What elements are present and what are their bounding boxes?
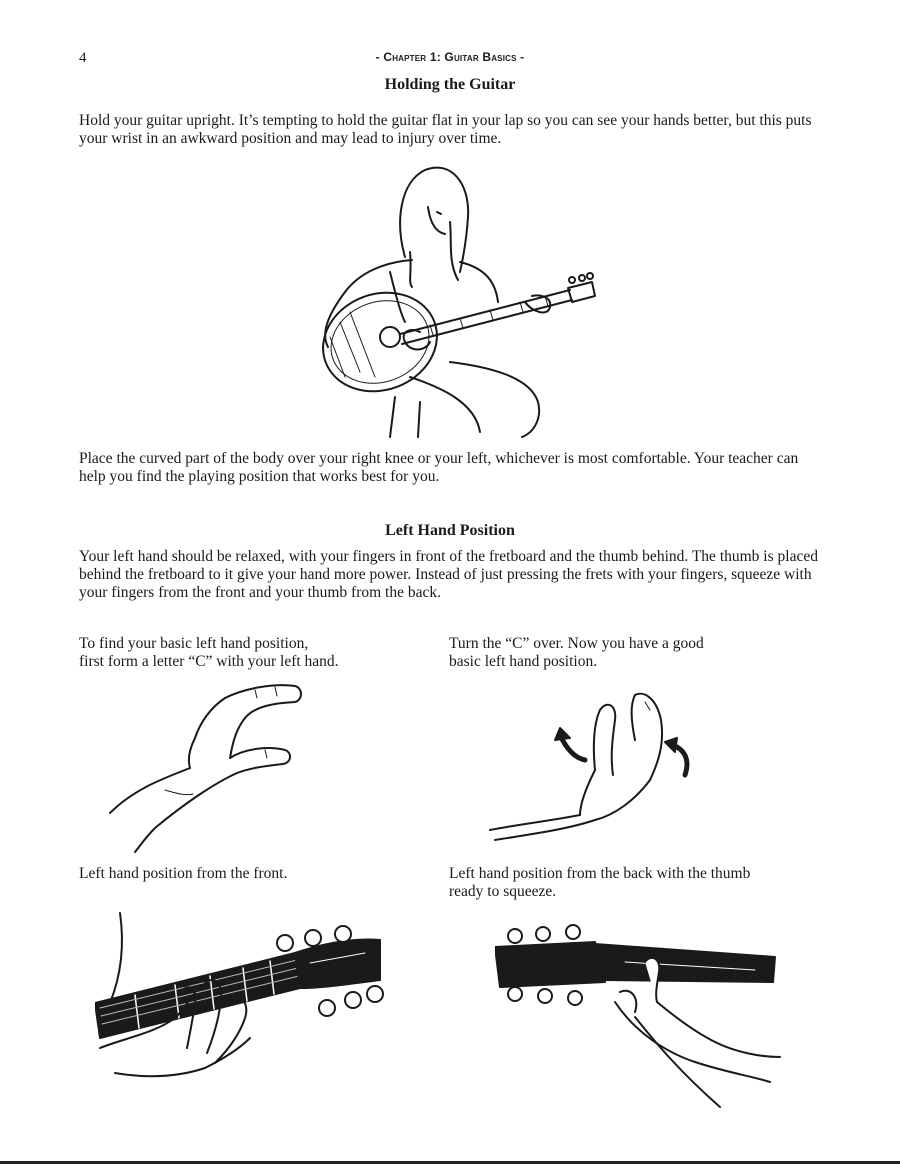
holding-after-paragraph: Place the curved part of the body over your right knee or your left, whichever is most comfortable. Your teacher can help you find the playing position that works best for you. [79, 450, 799, 485]
caption-c-shape-line-1: To find your basic left hand position, [79, 635, 309, 652]
section-heading-holding: Holding the Guitar [384, 76, 516, 93]
caption-turn-over-line-2: basic left hand position. [449, 653, 598, 670]
caption-back-line-2: ready to squeeze. [449, 883, 557, 900]
c-shape-hand-illustration [105, 678, 315, 853]
caption-front [79, 865, 287, 883]
caption-c-shape-line-2: first form a letter “C” with your left hand. [79, 653, 339, 670]
turned-c-hand-illustration [485, 680, 695, 845]
page-number: 4 [79, 50, 87, 66]
back-fretboard-illustration [495, 922, 785, 1112]
caption-turn-over-line-1: Turn the “C” over. Now you have a good [449, 635, 704, 652]
caption-c-shape [79, 635, 339, 671]
caption-turn-over [449, 635, 704, 671]
caption-back [449, 865, 750, 901]
front-fretboard-illustration [95, 908, 390, 1088]
section-heading-left-hand: Left Hand Position [385, 522, 515, 539]
caption-front-line-1: Left hand position from the front. [79, 865, 288, 882]
seated-player-illustration [300, 162, 600, 442]
running-header: - Chapter 1: Guitar Basics - [375, 50, 525, 64]
caption-back-line-1: Left hand position from the back with the thumb [449, 865, 751, 882]
holding-intro-paragraph: Hold your guitar upright. It’s tempting to hold the guitar flat in your lap so you can see your hands better, but this puts your wrist in an awkward position and may lead to injury over time. [79, 112, 812, 147]
left-hand-intro-paragraph: Your left hand should be relaxed, with your fingers in front of the fretboard and the thumb behind. The thumb is placed behind the fretboard to it give your hand more power. Instead of just pressing the frets with your fingers, squeeze with your fingers from the front and your thumb from the back. [79, 548, 818, 601]
